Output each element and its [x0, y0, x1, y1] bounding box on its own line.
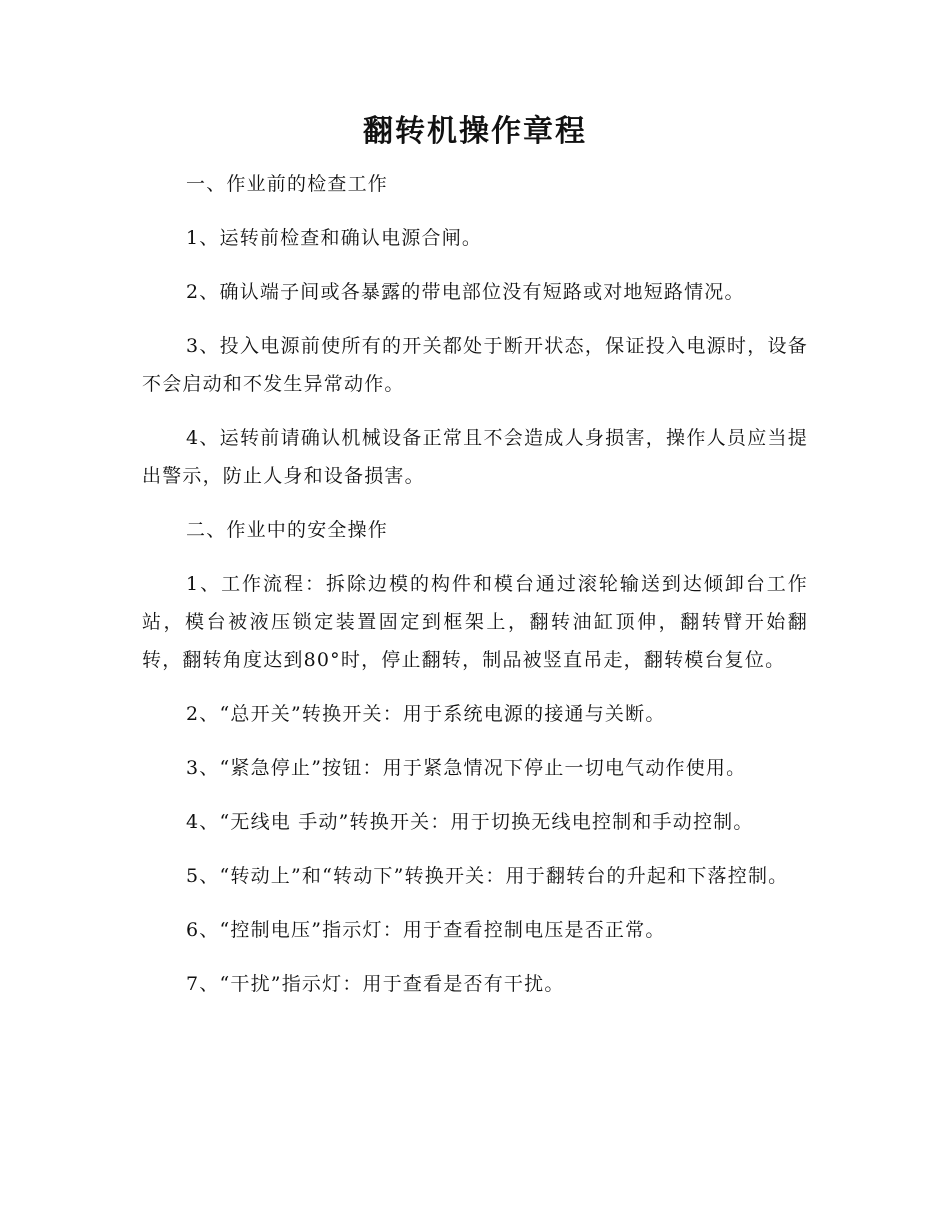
paragraph: 1、运转前检查和确认电源合闸。: [186, 227, 483, 249]
paragraph: 2、确认端子间或各暴露的带电部位没有短路或对地短路情况。: [186, 281, 745, 303]
paragraph: 3、投入电源前使所有的开关都处于断开状态，保证投入电源时，设备不会启动和不发生异常动作。: [142, 335, 808, 395]
document-body: [142, 165, 808, 1019]
paragraph: 7、“干扰”指示灯：用于查看是否有干扰。: [186, 973, 565, 995]
paragraph: 1、工作流程：拆除边模的构件和模台通过滚轮输送到达倾卸台工作站，模台被液压锁定装置固定到框架上，翻转油缸顶伸，翻转臂开始翻转，翻转角度达到80°时，停止翻转，制品被竖直吊走，翻转模台复位。: [142, 573, 808, 671]
section-heading-2: 二、作业中的安全操作: [186, 519, 389, 541]
paragraph: 5、“转动上”和“转动下”转换开关：用于翻转台的升起和下落控制。: [186, 865, 789, 887]
paragraph: 4、“无线电 手动”转换开关：用于切换无线电控制和手动控制。: [186, 811, 754, 833]
document-title: 翻转机操作章程: [363, 114, 587, 149]
paragraph: 2、“总开关”转换开关：用于系统电源的接通与关断。: [186, 703, 666, 725]
paragraph: 4、运转前请确认机械设备正常且不会造成人身损害，操作人员应当提出警示，防止人身和设备损害。: [142, 427, 808, 487]
section-heading-1: 一、作业前的检查工作: [186, 173, 389, 195]
paragraph: 3、“紧急停止”按钮：用于紧急情况下停止一切电气动作使用。: [186, 757, 747, 779]
paragraph: 6、“控制电压”指示灯：用于查看控制电压是否正常。: [186, 919, 666, 941]
